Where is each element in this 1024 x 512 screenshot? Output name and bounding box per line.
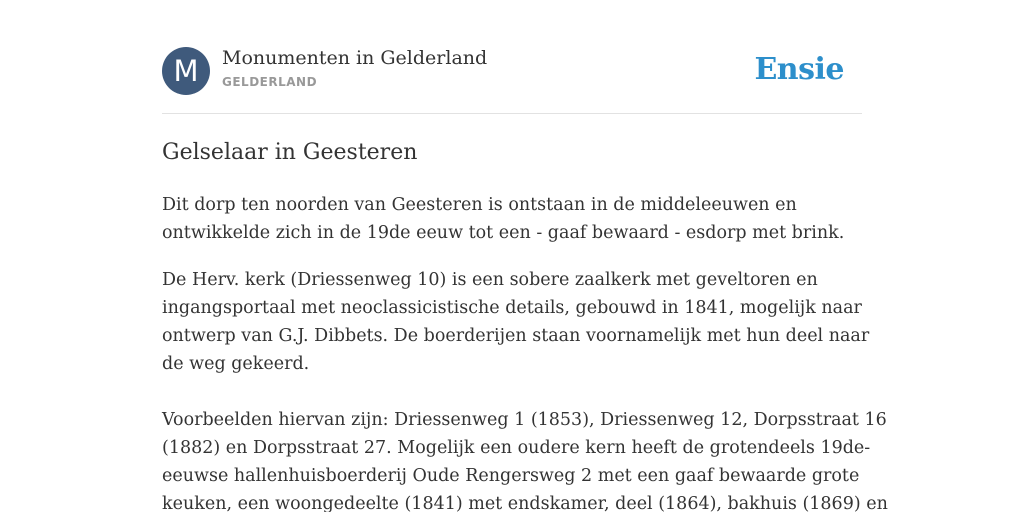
collection-title[interactable]: Monumenten in Gelderland bbox=[222, 47, 488, 69]
paragraph-line: ontwikkelde zich in de 19de eeuw tot een - gaaf bewaard - esdorp met brink. bbox=[162, 223, 845, 243]
header-divider bbox=[162, 113, 862, 114]
avatar[interactable]: M bbox=[162, 47, 210, 95]
collection-subtitle[interactable]: GELDERLAND bbox=[222, 75, 318, 89]
paragraph-line: ontwerp van G.J. Dibbets. De boerderijen staan voornamelijk met hun deel naar bbox=[162, 326, 870, 346]
article-paragraph bbox=[162, 266, 870, 378]
collection-header bbox=[162, 46, 862, 96]
paragraph-line: Voorbeelden hiervan zijn: Driessenweg 1 (1853), Driessenweg 12, Dorpsstraat 16 bbox=[162, 410, 887, 430]
paragraph-line: Dit dorp ten noorden van Geesteren is ontstaan in de middeleeuwen en bbox=[162, 195, 797, 215]
ensie-logo[interactable]: Ensie bbox=[754, 52, 844, 87]
article-paragraph bbox=[162, 406, 888, 512]
paragraph-line: de weg gekeerd. bbox=[162, 354, 310, 374]
paragraph-line: (1882) en Dorpsstraat 27. Mogelijk een oudere kern heeft de grotendeels 19de- bbox=[162, 438, 871, 458]
paragraph-line: ingangsportaal met neoclassicistische details, gebouwd in 1841, mogelijk naar bbox=[162, 298, 862, 318]
article-title: Gelselaar in Geesteren bbox=[162, 140, 418, 165]
paragraph-line: De Herv. kerk (Driessenweg 10) is een sobere zaalkerk met geveltoren en bbox=[162, 270, 818, 290]
paragraph-line: eeuwse hallenhuisboerderij Oude Rengersweg 2 met een gaaf bewaarde grote bbox=[162, 466, 860, 486]
article bbox=[162, 137, 888, 512]
article-paragraph bbox=[162, 191, 862, 247]
paragraph-line: keuken, een woongedeelte (1841) met endskamer, deel (1864), bakhuis (1869) en bbox=[162, 494, 888, 512]
